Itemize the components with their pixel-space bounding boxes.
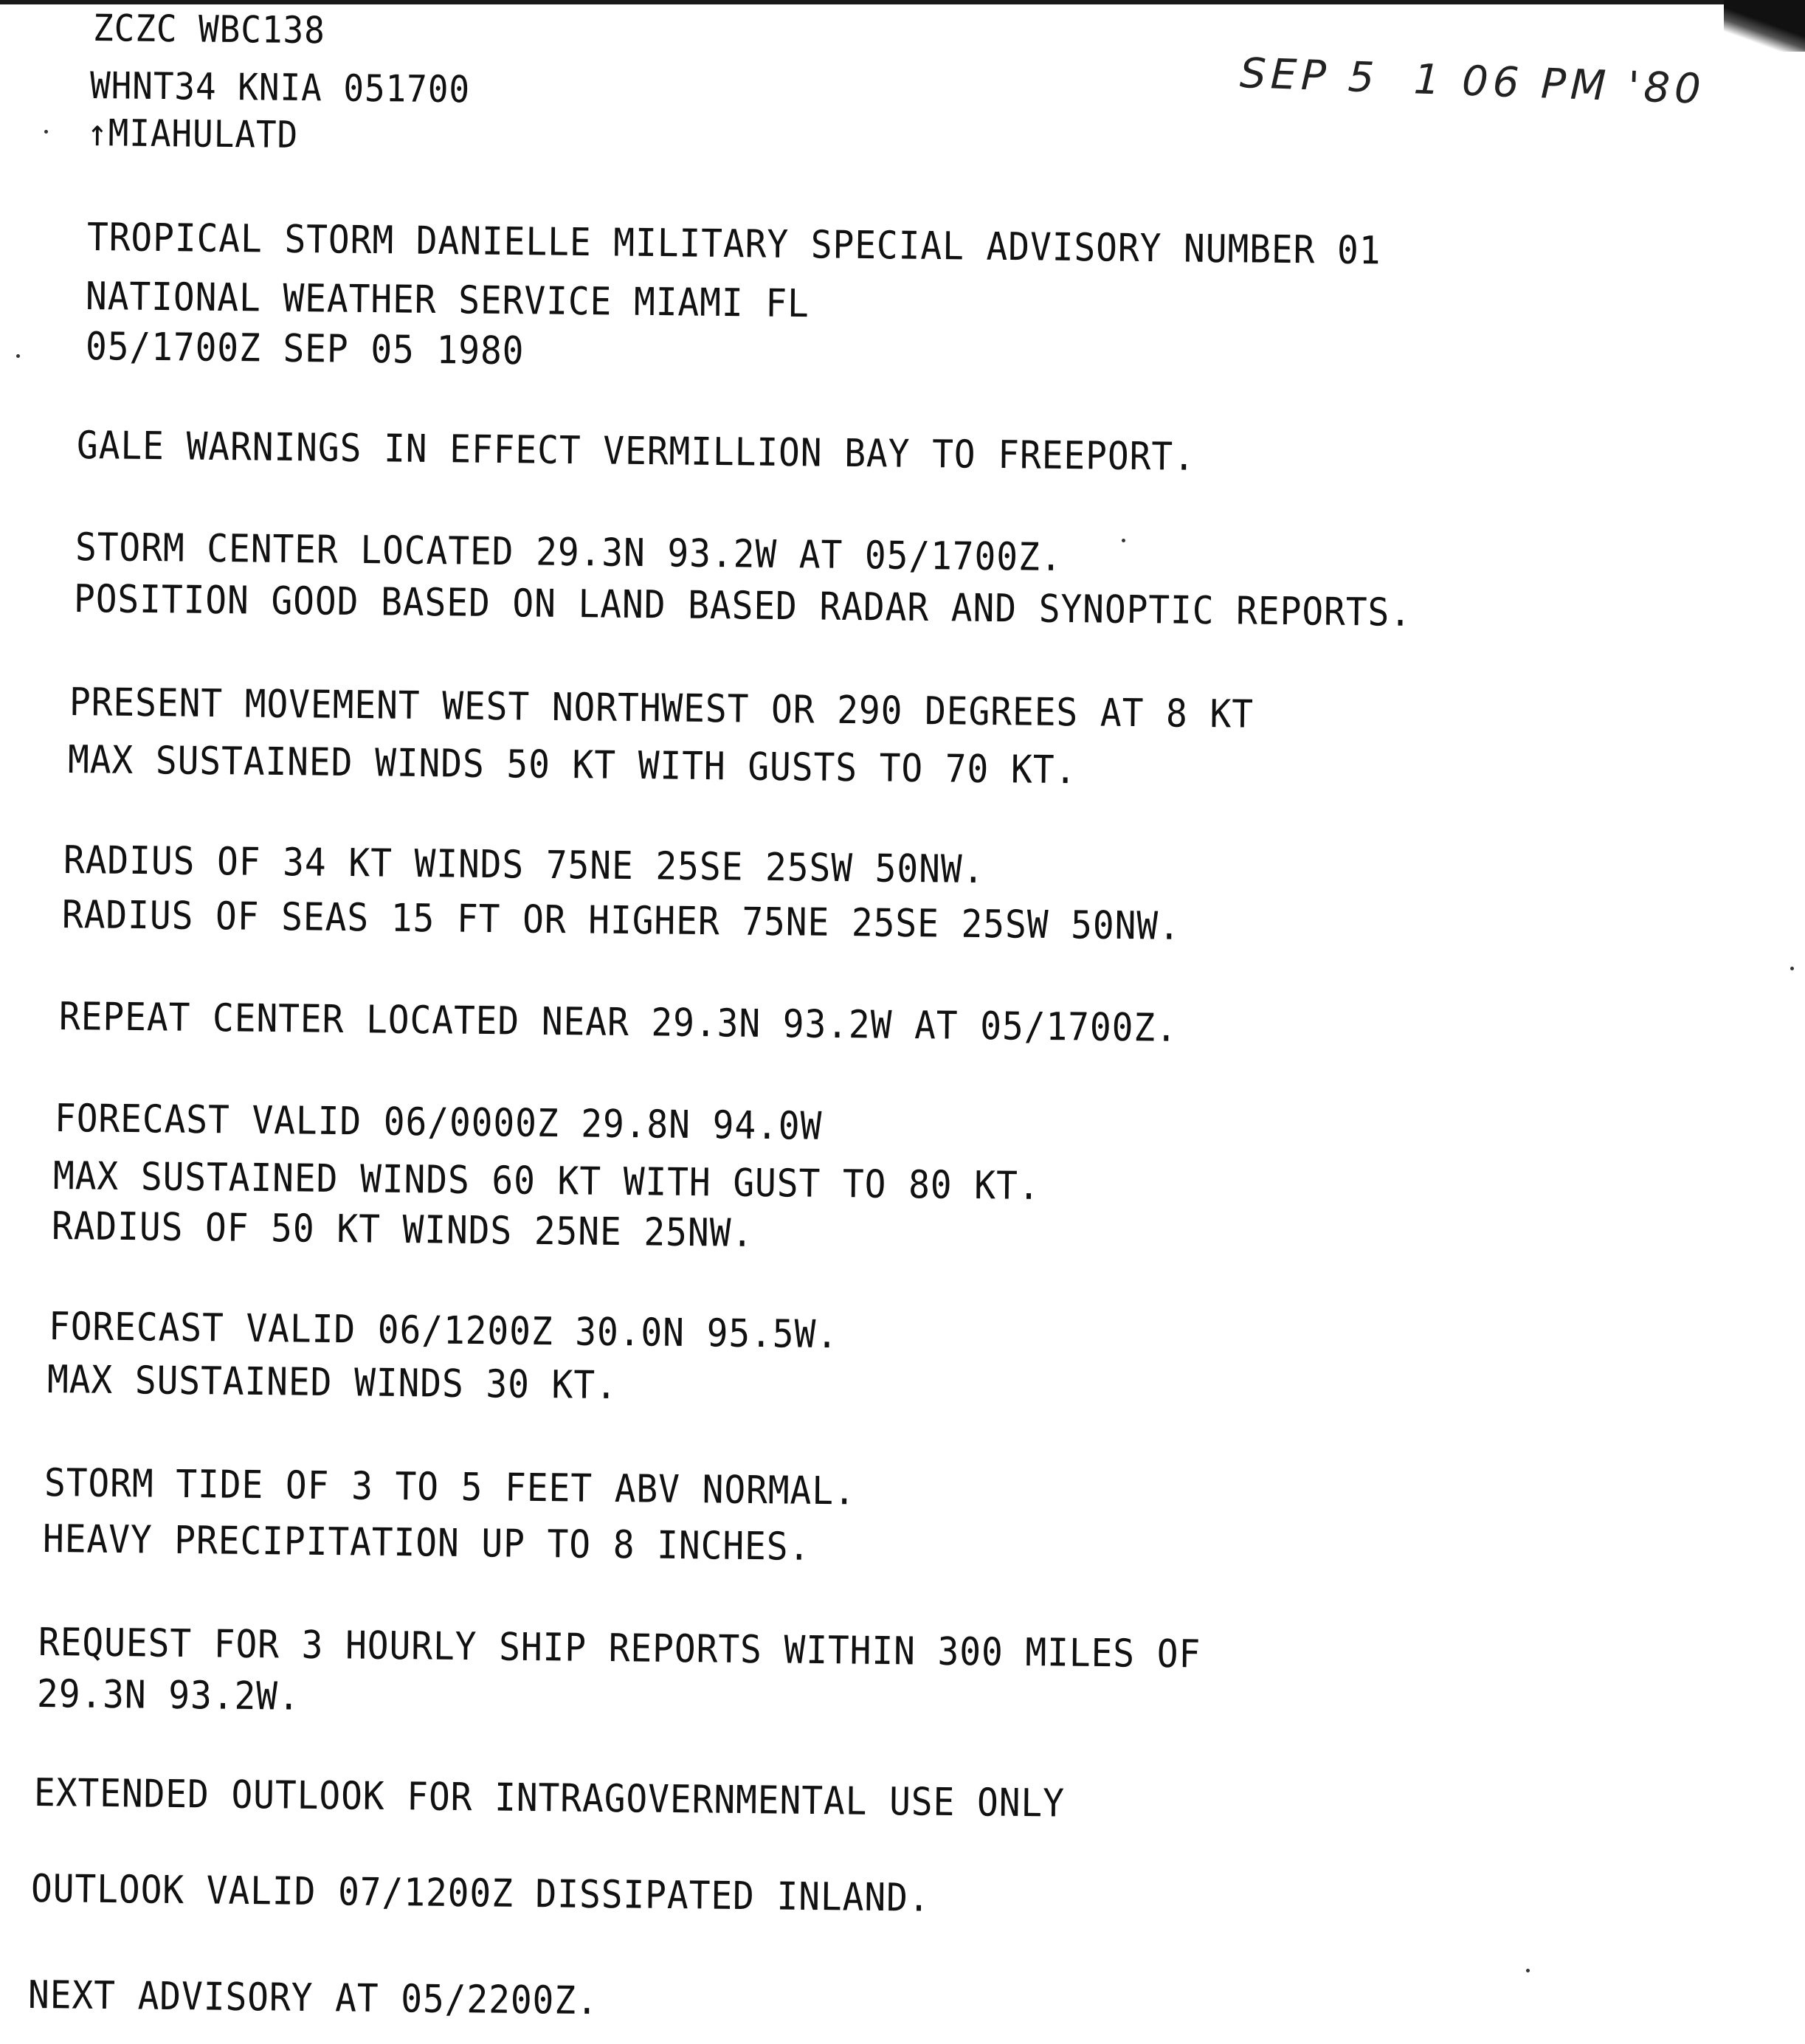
forecast-0000z-radius: RADIUS OF 50 KT WINDS 25NE 25NW. [51, 1204, 754, 1256]
received-time-stamp: SEP 5 1 06 PM '80 [1239, 49, 1706, 114]
advisory-title: TROPICAL STORM DANIELLE MILITARY SPECIAL ADVISORY NUMBER 01 [86, 215, 1381, 274]
ship-report-position: 29.3N 93.2W. [36, 1672, 300, 1719]
position-basis: POSITION GOOD BASED ON LAND BASED RADAR AND SYNOPTIC REPORTS. [73, 577, 1412, 635]
header-station-id: WHNT34 KNIA 051700 [89, 64, 471, 111]
scan-speck [16, 354, 20, 358]
present-movement: PRESENT MOVEMENT WEST NORTHWEST OR 290 DEGREES AT 8 KT [69, 680, 1254, 737]
wind-radius: RADIUS OF 34 KT WINDS 75NE 25SE 25SW 50NW. [63, 838, 985, 893]
scan-speck [44, 130, 48, 134]
issuing-office: NATIONAL WEATHER SERVICE MIAMI FL [85, 275, 810, 327]
ship-report-request: REQUEST FOR 3 HOURLY SHIP REPORTS WITHIN 300 MILES OF [38, 1620, 1201, 1677]
max-sustained-winds: MAX SUSTAINED WINDS 50 KT WITH GUSTS TO 70 KT. [67, 738, 1077, 793]
issue-datetime: 05/1700Z SEP 05 1980 [85, 325, 525, 374]
outlook-valid: OUTLOOK VALID 07/1200Z DISSIPATED INLAND. [30, 1867, 931, 1921]
storm-center-location: STORM CENTER LOCATED 29.3N 93.2W AT 05/1700Z. [75, 525, 1063, 580]
forecast-0000z-winds: MAX SUSTAINED WINDS 60 KT WITH GUST TO 80 KT. [52, 1154, 1040, 1209]
seas-radius: RADIUS OF SEAS 15 FT OR HIGHER 75NE 25SE 25SW 50NW. [61, 893, 1181, 949]
heavy-precipitation: HEAVY PRECIPITATION UP TO 8 INCHES. [42, 1517, 811, 1570]
forecast-1200z-winds: MAX SUSTAINED WINDS 30 KT. [46, 1358, 618, 1409]
repeat-center: REPEAT CENTER LOCATED NEAR 29.3N 93.2W AT 05/1700Z. [58, 995, 1178, 1051]
gale-warning: GALE WARNINGS IN EFFECT VERMILLION BAY TO FREEPORT. [76, 424, 1196, 480]
header-address: ↑MIAHULATD [86, 111, 299, 156]
storm-tide: STORM TIDE OF 3 TO 5 FEET ABV NORMAL. [44, 1461, 856, 1514]
forecast-valid-1200z: FORECAST VALID 06/1200Z 30.0N 95.5W. [48, 1305, 839, 1358]
page-top-edge [0, 0, 1805, 4]
next-advisory: NEXT ADVISORY AT 05/2200Z. [27, 1973, 599, 2024]
forecast-valid-0000z: FORECAST VALID 06/0000Z 29.8N 94.0W [54, 1097, 823, 1149]
header-routing-code: ZCZC WBC138 [92, 7, 326, 52]
page-corner-fold [1724, 0, 1805, 52]
scan-speck [1790, 967, 1794, 970]
extended-outlook-notice: EXTENDED OUTLOOK FOR INTRAGOVERNMENTAL USE ONLY [33, 1771, 1066, 1826]
scan-speck [1526, 1969, 1530, 1972]
scan-speck [1122, 539, 1125, 542]
